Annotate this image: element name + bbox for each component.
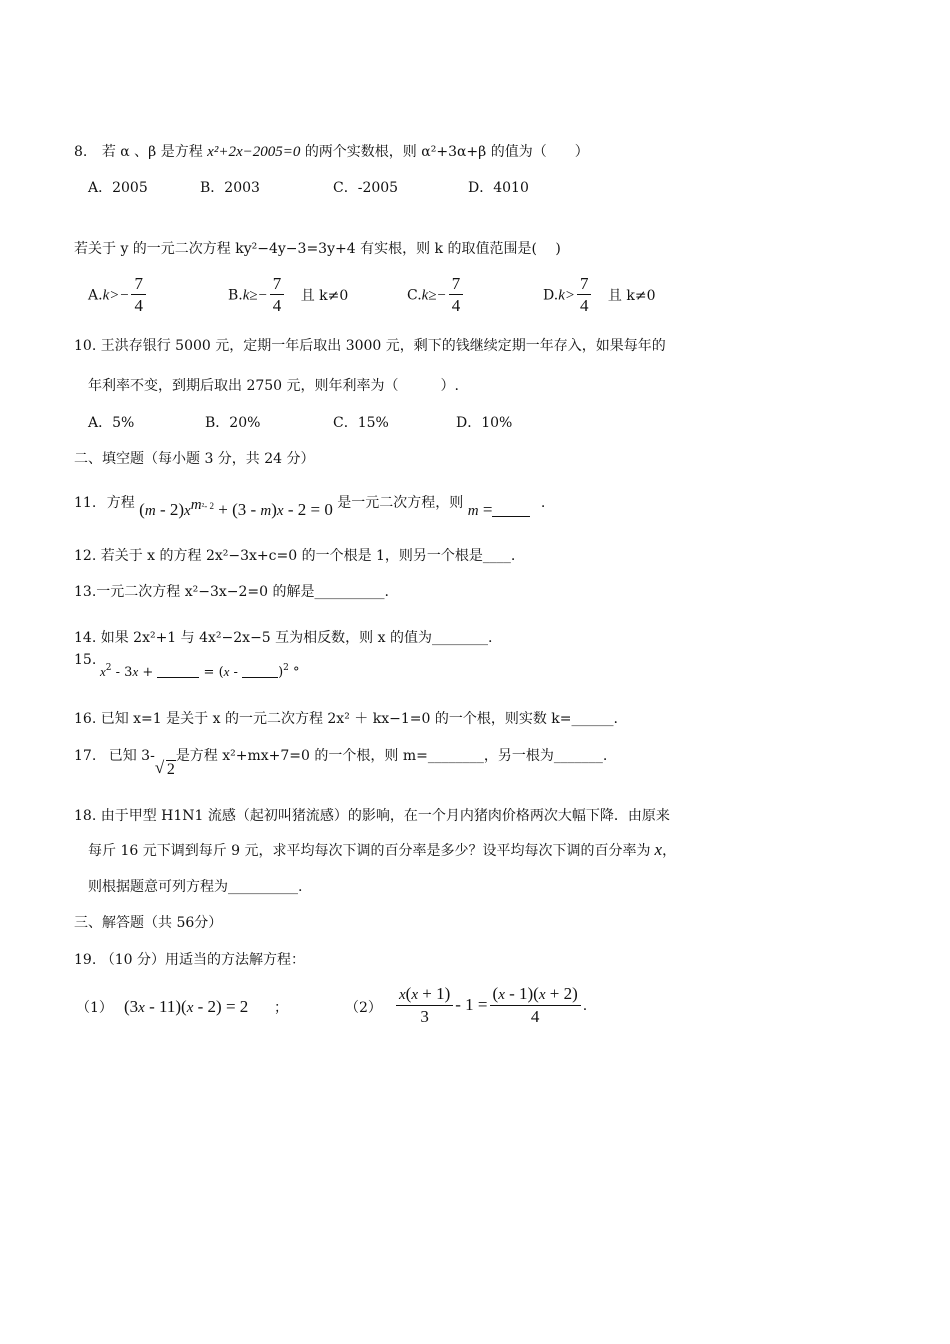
q8-text-pre: 若 α 、β 是方程	[101, 144, 203, 160]
q18-line-1: 18. 由于甲型 H1N1 流感（起初叫猪流感）的影响，在一个月内猪肉价格两次大幅下降．由原来	[74, 808, 670, 824]
q9-option-c	[407, 274, 465, 317]
q11-period: .	[540, 495, 546, 511]
q15-expression: $x^2 - 3x$ + = (x - )$^2$ °	[100, 663, 300, 680]
q11-text-pre: 方程	[106, 495, 135, 511]
q10-option-d: D．10%	[456, 415, 513, 431]
q9-option-a-relation: k>−	[102, 287, 130, 304]
q17-radicand: 2	[166, 761, 175, 778]
q9-option-b-label: B.	[228, 287, 243, 304]
q8-option-b: B．2003	[200, 180, 260, 196]
question-9	[74, 239, 561, 259]
q17-text-post: 是方程 x²+mx+7=0 的一个根，则 m=________，另一根为_______.	[175, 748, 608, 764]
q8-expression: α²+3α+β	[421, 144, 487, 160]
q9-option-d-label: D.	[543, 287, 559, 304]
q8-option-d: D．4010	[468, 180, 529, 196]
q15-blank-1[interactable]	[157, 663, 199, 678]
fraction-denominator: 4	[451, 296, 461, 315]
q19-part-1-end: ；	[274, 1000, 288, 1016]
q9-option-a	[88, 274, 148, 317]
q19-part-2-equation	[394, 984, 587, 1028]
fraction-denominator: 4	[579, 296, 589, 315]
q19-part-2-end: .	[582, 998, 588, 1014]
fraction-denominator: 4	[134, 296, 143, 315]
q8-text-mid: 的两个实数根，则	[304, 144, 417, 160]
q17-sqrt	[155, 760, 176, 780]
q9-option-c-relation: k≥−	[421, 287, 447, 304]
q19-part-2-label: （2）	[345, 1000, 382, 1016]
q8-option-c: C．-2005	[333, 180, 399, 196]
fraction-numerator: (x - 1)(x + 2)	[490, 984, 581, 1006]
question-8	[74, 142, 589, 162]
fraction-denominator: 3	[420, 1007, 429, 1026]
q9-option-b-fraction	[270, 274, 285, 317]
question-12: 12. 若关于 x 的方程 2x²−3x+c=0 的一个根是 1，则另一个根是____.	[74, 548, 516, 564]
q9-option-b-condition: 且 k≠0	[300, 287, 349, 304]
question-16: 16. 已知 x=1 是关于 x 的一元二次方程 2x² ＋ kx−1=0 的一个根，则实数 k=______.	[74, 711, 618, 727]
q9-option-c-fraction	[449, 274, 464, 317]
q15-blank-2[interactable]	[242, 663, 278, 678]
fraction-numerator: 7	[577, 274, 592, 295]
q8-option-a: A．2005	[88, 180, 148, 196]
q19-part-1-equation: (3x - 11)(x - 2) = 2	[124, 997, 249, 1016]
q10-option-a: A．5%	[88, 415, 135, 431]
question-14: 14. 如果 2x²+1 与 4x²−2x−5 互为相反数，则 x 的值为________.	[74, 630, 493, 646]
fraction-numerator: 7	[270, 274, 285, 295]
question-13: 13.一元二次方程 x²−3x−2=0 的解是__________.	[74, 584, 389, 600]
q11-answer-blank[interactable]	[492, 502, 530, 517]
q9-option-a-fraction	[131, 274, 146, 317]
q11-equation: $(m - 2)x^{m^2- 2} + (3 - m)x - 2 = 0$	[139, 497, 333, 519]
q9-option-a-label: A.	[88, 287, 103, 304]
q15-number: 15.	[74, 652, 97, 668]
q10-option-b: B．20%	[205, 415, 261, 431]
q9-option-b-relation: k≥−	[242, 287, 268, 304]
fraction-numerator: 7	[449, 274, 464, 295]
q11-answer-label: m =	[467, 500, 493, 519]
radical-icon: √	[154, 758, 165, 777]
q8-text-post: 的值为（ ）	[490, 144, 589, 160]
q17-text-pre: 已知 3-	[108, 748, 155, 764]
q18-line-2-text: 每斤 16 元下调到每斤 9 元，求平均每次下调的百分率是多少？设平均每次下调的百分率为	[88, 843, 651, 859]
question-11	[74, 492, 545, 520]
q8-equation: x²+2x−2005=0	[207, 144, 301, 160]
fraction-numerator: x(x + 1)	[396, 984, 453, 1006]
q10-line-1: 10. 王洪存银行 5000 元，定期一年后取出 3000 元，剩下的钱继续定期一年存入，如果每年的	[74, 338, 666, 354]
q11-text-mid: 是一元二次方程，则	[337, 495, 464, 511]
fraction-denominator: 4	[272, 296, 282, 315]
q9-option-d-relation: k>	[558, 287, 575, 304]
q18-line-2	[88, 840, 676, 861]
q19-fraction-left	[396, 984, 453, 1028]
section-3-heading: 三、解答题（共 56分）	[74, 915, 223, 931]
q19-title: 19. （10 分）用适当的方法解方程：	[74, 952, 305, 968]
q8-number: 8.	[74, 144, 88, 160]
q18-line-3: 则根据题意可列方程为__________.	[88, 879, 303, 895]
q9-option-d	[543, 274, 656, 317]
fraction-denominator: 4	[530, 1007, 540, 1026]
q17-number: 17.	[74, 748, 97, 764]
q19-part-2-middle: - 1 =	[455, 995, 488, 1014]
section-2-heading: 二、填空题（每小题 3 分，共 24 分）	[74, 451, 315, 467]
q11-number: 11.	[74, 495, 97, 511]
question-17	[74, 746, 607, 782]
q19-fraction-right	[490, 984, 581, 1028]
q19-part-1-label: （1）	[76, 1000, 113, 1016]
fraction-numerator: 7	[131, 274, 146, 295]
q9-option-d-fraction	[577, 274, 592, 317]
q9-option-d-condition: 且 k≠0	[607, 287, 656, 304]
q9-option-c-label: C.	[407, 287, 422, 304]
q9-text: 若关于 y 的一元二次方程 ky²−4y−3=3y+4 有实根，则 k 的取值范围是( )	[74, 241, 561, 257]
q9-option-b	[228, 274, 348, 317]
q18-comma: ，	[662, 843, 677, 859]
q10-option-c: C．15%	[333, 415, 389, 431]
q18-variable: x	[654, 840, 663, 859]
q10-line-2: 年利率不变，到期后取出 2750 元，则年利率为（ ）.	[88, 378, 459, 394]
